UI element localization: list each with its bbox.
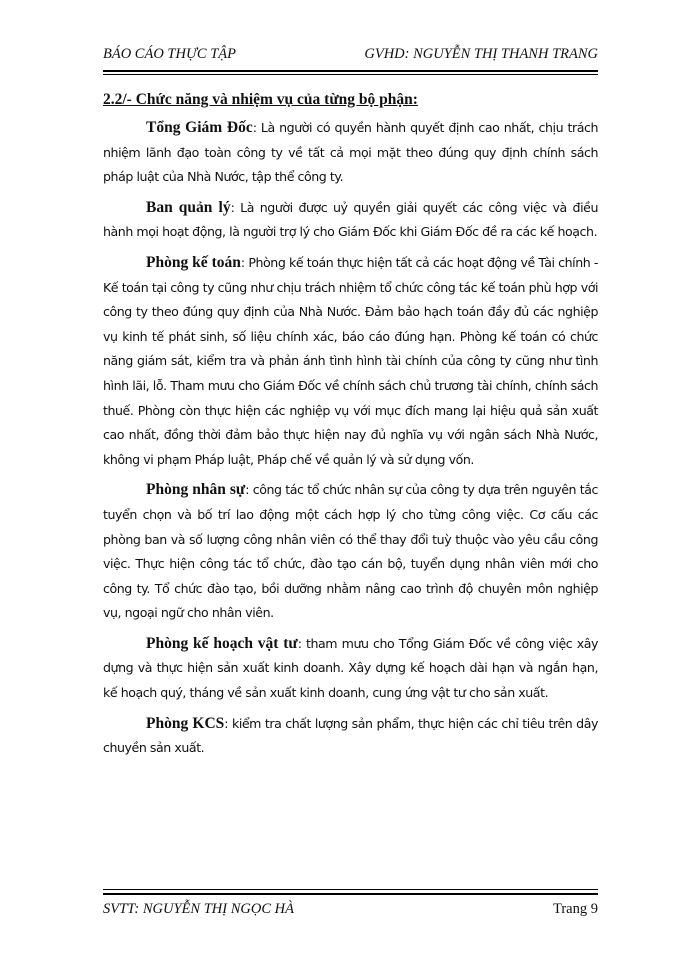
paragraph-phong-kcs [103,712,598,761]
paragraph-phong-nhan-su [103,478,598,626]
paragraph-term: Phòng nhân sự [146,481,246,499]
paragraph-term: Ban quản lý [146,198,231,216]
page-header [103,46,598,68]
header-rule-thick [103,70,598,72]
paragraph-text: : kiểm tra chất lượng sản phẩm, thực hiện các chỉ tiêu trên dây chuyền sản xuất. [103,715,598,756]
header-rule-thin [103,74,598,75]
paragraph-text: : công tác tổ chức nhân sự của công ty dựa trên nguyên tắc tuyển chọn và bố trí lao động một cách hợp lý cho từng công việc. Cơ cấu các phòng ban và số lượng công nhân viên có thể thay đổi tuỳ thuộc vào yêu cầu công việc. Thực hiện công tác tổ chức, đào tạo cán bộ, tuyển dụng nhân viên mới cho công ty. Tổ chức đào tạo, bồi dưỡng nhằm nâng cao trình độ chuyên môn nghiệp vụ, ngoại ngữ cho nhân viên. [103,482,598,621]
paragraph-ban-quan-ly [103,196,598,245]
footer-student: SVTT: NGUYỄN THỊ NGỌC HÀ [103,901,294,917]
page-body [103,88,598,767]
paragraph-tong-giam-doc [103,116,598,190]
paragraph-text: : Là người có quyền hành quyết định cao nhất, chịu trách nhiệm lãnh đạo toàn công ty về tất cả mọi mặt theo đúng quy định chính sách pháp luật của Nhà Nước, tập thể công ty. [103,120,598,185]
page-number: Trang 9 [553,901,598,917]
paragraph-term: Tổng Giám Đốc [146,119,253,136]
paragraph-term: Phòng KCS [146,714,225,732]
header-report-title: BÁO CÁO THỰC TẬP [103,46,236,62]
footer-rule-thick [103,893,598,895]
page-footer [103,901,598,923]
header-supervisor: GVHD: NGUYỄN THỊ THANH TRANG [364,46,598,62]
paragraph-phong-ke-toan [103,251,598,472]
section-title: 2.2/- Chức năng và nhiệm vụ của từng bộ phận: [103,91,418,108]
paragraph-term: Phòng kế hoạch vật tư [146,634,298,652]
footer-rule-thin [103,889,598,890]
paragraph-term: Phòng kế toán [146,253,241,271]
paragraph-text: : Là người được uỷ quyền giải quyết các công việc và điều hành mọi hoạt động, là người trợ lý cho Giám Đốc khi Giám Đốc đề ra các kế hoạch. [103,199,598,240]
paragraph-phong-ke-hoach-vat-tu [103,632,598,706]
paragraph-text: : tham mưu cho Tổng Giám Đốc về công việc xây dựng và thực hiện sản xuất kinh doanh. Xây dựng kế hoạch dài hạn và ngắn hạn, kế hoạch quý, tháng về sản xuất kinh doanh, cung ứng vật tư cho sản xuất. [103,635,598,701]
paragraph-text: : Phòng kế toán thực hiện tất cả các hoạt động về Tài chính - Kế toán tại công ty cũng như chịu trách nhiệm tổ chức công tác kế toán phù hợp với công ty theo đúng quy định của Nhà Nước. Đảm bảo hạch toán đầy đủ các nghiệp vụ kinh tế phát sinh, số liệu chính xác, báo cáo đúng hạn. Phòng kế toán có chức năng giám sát, kiểm tra và phản ánh tình hình tài chính của công ty cũng như tình hình lãi, lỗ. Tham mưu cho Giám Đốc về chính sách chủ trương tài chính, chính sách thuế. Phòng còn thực hiện các nghiệp vụ với mục đích mang lại hiệu quả sản xuất cao nhất, đồng thời đảm bảo thực hiện nay đủ nghĩa vụ với ngân sách Nhà Nước, không vi phạm Pháp luật, Pháp chế về quản lý và sử dụng vốn. [103,254,598,467]
